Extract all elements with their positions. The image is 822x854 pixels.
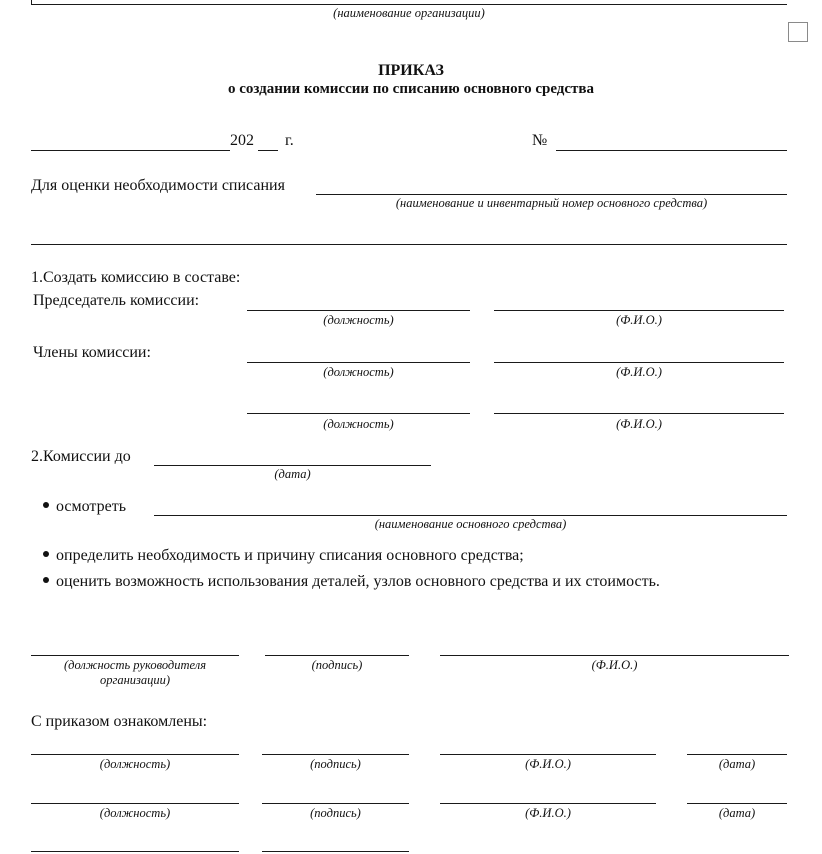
ack1-signature-line[interactable] bbox=[262, 754, 409, 755]
inspect-asset-caption: (наименование основного средства) bbox=[374, 517, 567, 531]
section1-heading: 1.Создать комиссию в составе: bbox=[31, 269, 241, 286]
order-subtitle: о создании комиссии по списанию основного средства bbox=[227, 81, 594, 97]
organization-caption: (наименование организации) bbox=[333, 6, 485, 20]
member2-position-line[interactable] bbox=[247, 413, 470, 414]
member1-fio-caption: (Ф.И.О.) bbox=[616, 365, 662, 379]
bullet-determine bbox=[43, 546, 524, 565]
bullet-icon bbox=[43, 551, 49, 557]
head-position-caption bbox=[31, 658, 239, 688]
ack1-fio-line[interactable] bbox=[440, 754, 656, 755]
checkbox-icon[interactable] bbox=[788, 22, 808, 42]
bullet-evaluate-text: оценить возможность использования деталей, узлов основного средства и их стоимость. bbox=[56, 573, 660, 590]
ack2-position-line[interactable] bbox=[31, 803, 239, 804]
ack1-date-line[interactable] bbox=[687, 754, 787, 755]
chair-position-caption: (должность) bbox=[323, 313, 394, 327]
chair-fio-line[interactable] bbox=[494, 310, 784, 311]
ack2-position-caption: (должность) bbox=[99, 806, 171, 820]
member1-position-caption: (должность) bbox=[323, 365, 394, 379]
bullet-inspect bbox=[43, 497, 126, 516]
bullet-icon bbox=[43, 502, 49, 508]
year-digits-line[interactable] bbox=[258, 150, 278, 151]
ack1-position-caption: (должность) bbox=[99, 757, 171, 771]
deadline-date-line[interactable] bbox=[154, 465, 431, 466]
ack2-signature-line[interactable] bbox=[262, 803, 409, 804]
chair-position-line[interactable] bbox=[247, 310, 470, 311]
bullet-icon bbox=[43, 577, 49, 583]
year-suffix: г. bbox=[285, 132, 294, 149]
head-fio-caption: (Ф.И.О.) bbox=[591, 658, 638, 672]
member1-position-line[interactable] bbox=[247, 362, 470, 363]
member2-position-caption: (должность) bbox=[323, 417, 394, 431]
head-position-caption-line1: (должность руководителя bbox=[63, 658, 207, 672]
acquainted-label: С приказом ознакомлены: bbox=[31, 713, 208, 730]
asset-name-caption: (наименование и инвентарный номер основного средства) bbox=[395, 196, 708, 210]
ack2-fio-caption: (Ф.И.О.) bbox=[525, 806, 571, 820]
ack1-signature-caption: (подпись) bbox=[310, 757, 361, 771]
order-number-line[interactable] bbox=[556, 150, 787, 151]
member2-fio-caption: (Ф.И.О.) bbox=[616, 417, 662, 431]
ack2-fio-line[interactable] bbox=[440, 803, 656, 804]
ack2-date-line[interactable] bbox=[687, 803, 787, 804]
asset-name-line-2[interactable] bbox=[31, 244, 787, 245]
bullet-evaluate bbox=[43, 572, 660, 591]
order-date-line[interactable] bbox=[31, 150, 230, 151]
inspect-asset-line[interactable] bbox=[154, 515, 787, 516]
members-label: Члены комиссии: bbox=[33, 344, 151, 361]
organization-name-line[interactable] bbox=[31, 4, 787, 5]
assessment-label: Для оценки необходимости списания bbox=[31, 177, 285, 194]
chair-fio-caption: (Ф.И.О.) bbox=[616, 313, 662, 327]
head-signature-line[interactable] bbox=[265, 655, 409, 656]
asset-name-line[interactable] bbox=[316, 194, 787, 195]
head-position-line[interactable] bbox=[31, 655, 239, 656]
chair-label: Председатель комиссии: bbox=[33, 292, 200, 309]
ack2-date-caption: (дата) bbox=[718, 806, 756, 820]
head-signature-caption: (подпись) bbox=[311, 658, 363, 672]
head-fio-line[interactable] bbox=[440, 655, 789, 656]
ack1-date-caption: (дата) bbox=[718, 757, 756, 771]
bullet-determine-text: определить необходимость и причину списания основного средства; bbox=[56, 547, 524, 564]
member1-fio-line[interactable] bbox=[494, 362, 784, 363]
ack3-position-line[interactable] bbox=[31, 851, 239, 852]
member2-fio-line[interactable] bbox=[494, 413, 784, 414]
deadline-date-caption: (дата) bbox=[274, 467, 311, 481]
ack1-position-line[interactable] bbox=[31, 754, 239, 755]
ack3-signature-line[interactable] bbox=[262, 851, 409, 852]
year-prefix: 202 bbox=[230, 132, 254, 149]
bullet-inspect-text: осмотреть bbox=[56, 498, 126, 515]
section2-heading: 2.Комиссии до bbox=[31, 448, 131, 465]
ack1-fio-caption: (Ф.И.О.) bbox=[525, 757, 571, 771]
order-title: ПРИКАЗ bbox=[378, 62, 444, 79]
number-sign: № bbox=[532, 132, 548, 149]
head-position-caption-line2: организации) bbox=[99, 673, 171, 687]
ack2-signature-caption: (подпись) bbox=[310, 806, 361, 820]
